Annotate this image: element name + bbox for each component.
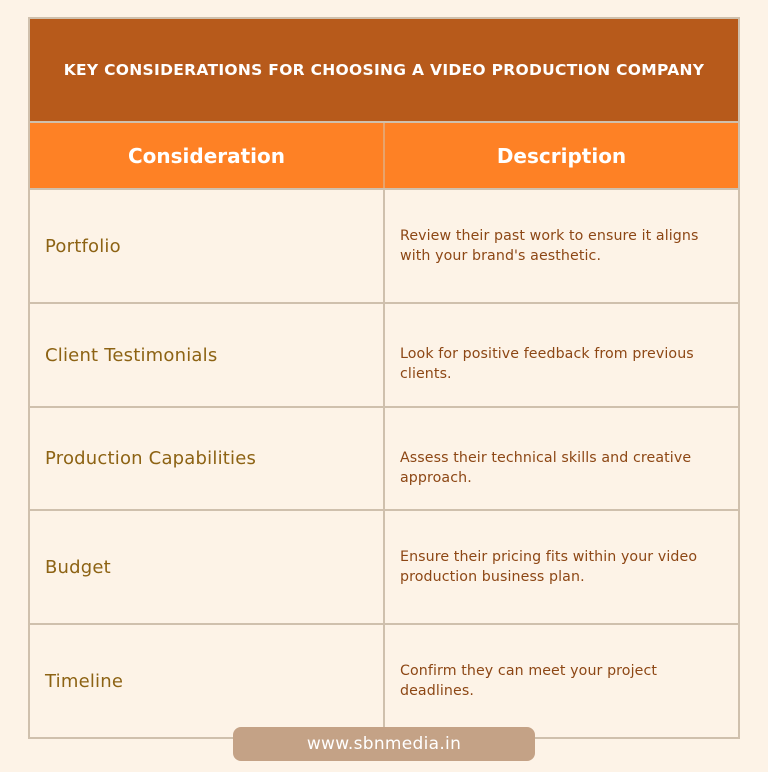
description-cell <box>385 304 738 406</box>
consideration-client-testimonials: Client Testimonials <box>45 344 218 366</box>
table-row <box>30 623 738 737</box>
header-consideration: Consideration <box>30 123 385 188</box>
description-cell <box>385 190 738 302</box>
table-row <box>30 302 738 406</box>
consideration-portfolio: Portfolio <box>45 235 121 257</box>
description-client-testimonials: Look for positive feedback from previous clients. <box>400 346 694 382</box>
description-timeline: Confirm they can meet your project deadlines. <box>400 663 658 699</box>
description-budget: Ensure their pricing fits within your video production business plan. <box>400 549 698 585</box>
consideration-budget: Budget <box>45 556 111 578</box>
description-cell <box>385 625 738 737</box>
consideration-cell <box>30 304 385 406</box>
considerations-table <box>28 17 740 739</box>
consideration-cell <box>30 625 385 737</box>
consideration-cell <box>30 190 385 302</box>
header-description: Description <box>496 143 627 168</box>
page-title: KEY CONSIDERATIONS FOR CHOOSING A VIDEO PRODUCTION COMPANY <box>63 61 705 79</box>
consideration-production-capabilities: Production Capabilities <box>45 448 257 469</box>
table-row <box>30 509 738 623</box>
consideration-cell <box>30 408 385 509</box>
website-link[interactable]: www.sbnmedia.in <box>233 727 535 761</box>
table-row <box>30 188 738 302</box>
table-header-row <box>30 121 738 188</box>
description-production-capabilities: Assess their technical skills and creative approach. <box>400 450 692 486</box>
consideration-timeline: Timeline <box>45 670 124 692</box>
description-portfolio: Review their past work to ensure it aligns with your brand's aesthetic. <box>400 228 699 264</box>
description-cell <box>385 511 738 623</box>
description-cell <box>385 408 738 509</box>
table-row <box>30 406 738 509</box>
consideration-cell <box>30 511 385 623</box>
title-bar <box>30 19 738 121</box>
